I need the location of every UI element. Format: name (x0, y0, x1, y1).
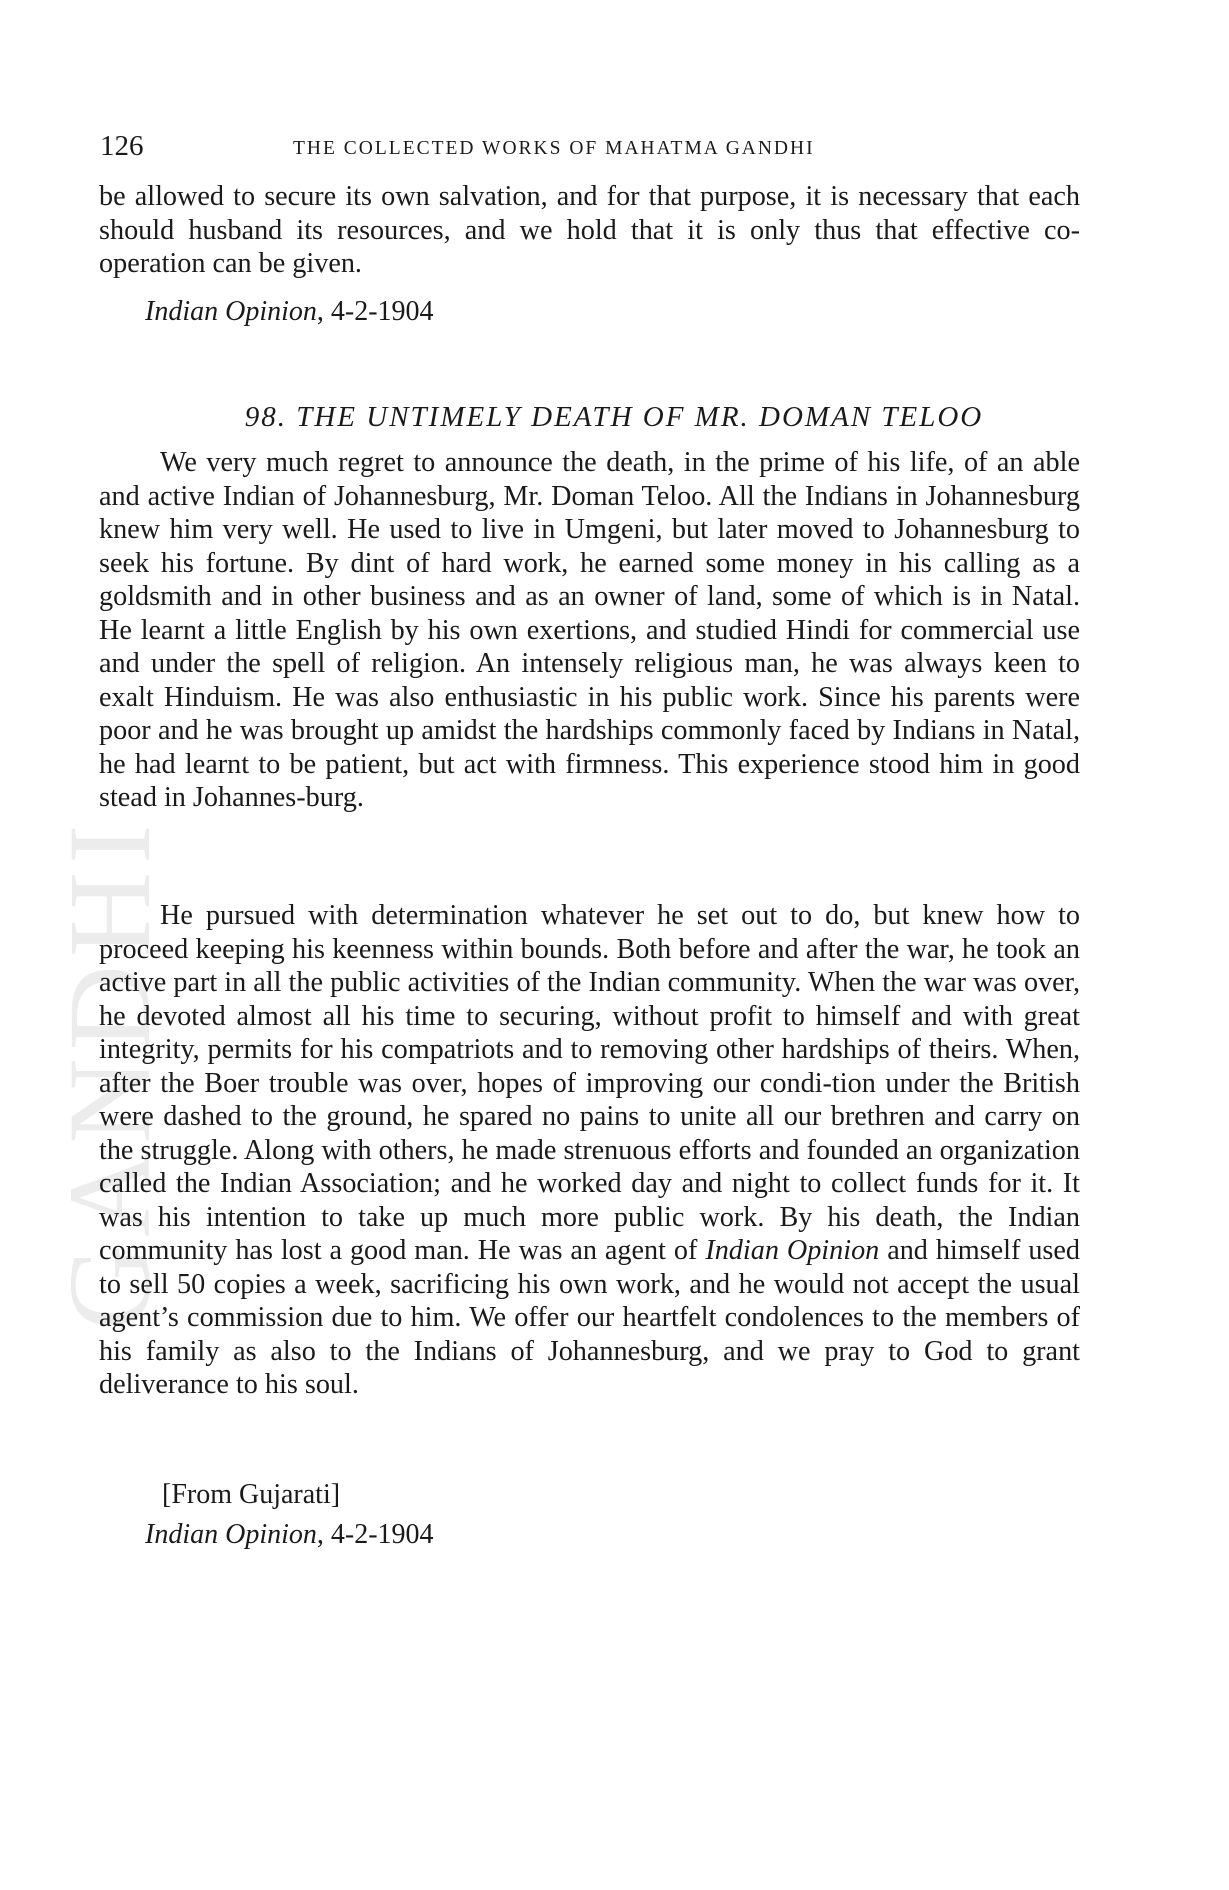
article-paragraph-2 (99, 899, 1080, 1402)
continuation-paragraph: be allowed to secure its own salvation, and for that purpose, it is necessary that each should husband its resources, and we hold that it is only thus that effective co-operation can be given. (99, 181, 1080, 279)
running-head: THE COLLECTED WORKS OF MAHATMA GANDHI (293, 138, 815, 159)
paragraph-2-publication: Indian Opinion (705, 1235, 880, 1266)
article-paragraph-1: We very much regret to announce the death, in the prime of his life, of an able and active Indian of Johannesburg, Mr. Doman Teloo. All the Indians in Johannesburg knew him very well. He used to live in Umgeni, but later moved to Johannesburg to seek his fortune. By dint of hard work, he earned some money in his calling as a goldsmith and in other business and as an owner of land, some of which is in Natal. He learnt a little English by his own exertions, and studied Hindi for commercial use and under the spell of religion. An intensely religious man, he was always keen to exalt Hinduism. He was also enthusiastic in his public work. Since his parents were poor and he was brought up amidst the hardships commonly faced by Indians in Natal, he had learnt to be patient, but act with firmness. This experience stood him in good stead in Johannes-burg. (99, 447, 1080, 813)
source-publication: Indian Opinion (145, 296, 317, 327)
paragraph-2-text-a: He pursued with determination whatever he set out to do, but knew how to proceed keeping his keenness within bounds. Both before and after the war, he took an active part in all the public activities of the Indian community. When the war was over, he devoted almost all his time to securing, without profit to himself and with great integrity, permits for his compatriots and to removing other hardships of theirs. When, after the Boer trouble was over, hopes of improving our condi-tion under the British were dashed to the ground, he spared no pains to unite all our brethren and carry on the struggle. Along with others, he made strenuous efforts and founded an organization called the Indian Association; and he worked day and night to collect funds for it. It was his intention to take up much more public work. By his death, the Indian community has lost a good man. He was an agent of (99, 900, 1080, 1266)
translation-note: [From Gujarati] (162, 1479, 341, 1510)
page-number: 126 (100, 130, 144, 162)
source-citation-1 (145, 296, 434, 328)
source-date: , 4-2-1904 (316, 296, 434, 327)
source-date: , 4-2-1904 (316, 1519, 434, 1550)
paragraph-2-text-b: and himself used to sell 50 copies a week, sacrificing his own work, and he would not accept the usual agent’s commission due to him. We offer our heartfelt condolences to the members of his family as also to the Indians of Johannesburg, and we pray to God to grant deliverance to his soul. (99, 1235, 1080, 1400)
watermark-text: GANDHI (44, 816, 175, 1330)
article-title: 98. THE UNTIMELY DEATH OF MR. DOMAN TELOO (244, 401, 984, 433)
source-citation-2 (145, 1519, 434, 1551)
page-header (100, 130, 1080, 170)
source-publication: Indian Opinion (145, 1519, 317, 1550)
